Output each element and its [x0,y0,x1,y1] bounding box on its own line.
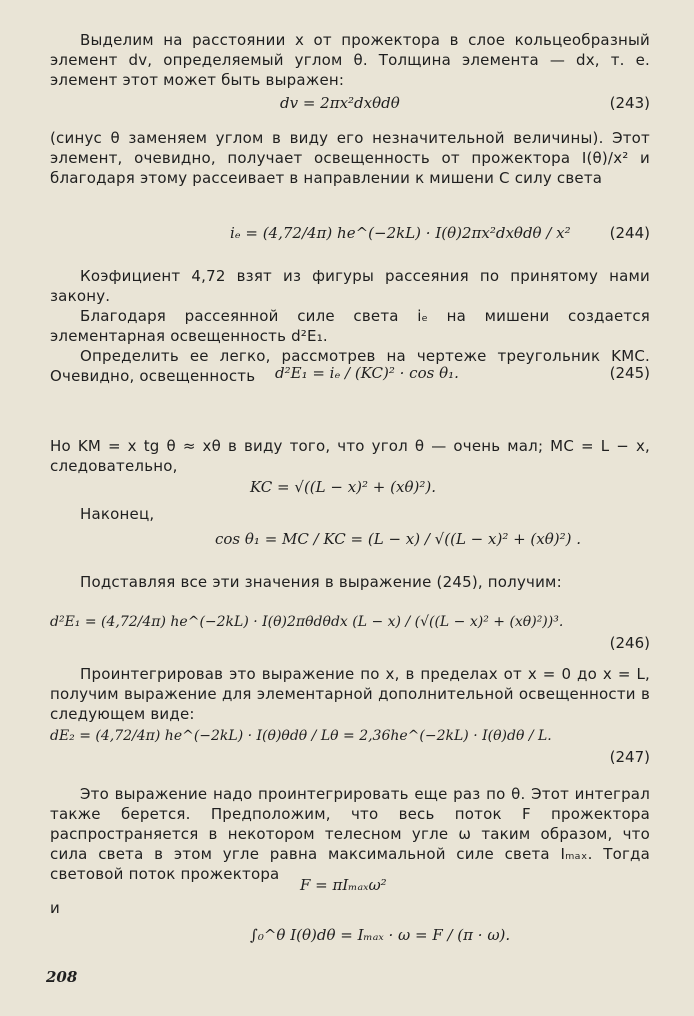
equation-243 [50,88,650,122]
equation-kc-formula: KC = √((L − x)² + (xθ)²). [250,478,436,496]
equation-cos [50,524,650,558]
paragraph-5: Определить ее легко, рассмотрев на чертеже треугольник KMC. Очевидно, освещенность [50,347,650,385]
equation-246 [50,608,650,652]
equation-247 [50,722,650,766]
equation-247-number: (247) [609,748,650,766]
paragraph-8: Подставляя все эти значения в выражение (245), получим: [80,573,562,591]
paragraph-9: Проинтегрировав это выражение по x, в пределах от x = 0 до x = L, получим выражение для элементарной дополнительной освещенности в следующем виде: [50,665,650,723]
equation-244 [50,218,650,252]
paragraph-6: Но KM = x tg θ ≈ xθ в виду того, что угол θ — очень мал; MC = L − x, следовательно, [50,437,650,475]
paragraph-2: (синус θ заменяем углом в виду его незначительной величины). Этот элемент, очевидно, получает освещенность от прожектора I(θ)/x² и благодаря этому рассеивает в направлении к мишени C силу света [50,129,650,187]
equation-integral [50,920,650,954]
equation-245-number: (245) [609,364,650,382]
equation-246-number: (246) [609,634,650,652]
paragraph-10: Это выражение надо проинтегрировать еще раз по θ. Этот интеграл также берется. Предположим, что весь поток F прожектора распространяется в некотором телесном угле ω таким образом, что сила света в этом угле равна максимальной силе света Iₘₐₓ. Тогда световой поток прожектора [50,785,650,883]
equation-245 [50,358,650,392]
equation-245-formula: d²E₁ = iₑ / (KC)² · cos θ₁. [275,364,459,382]
paragraph-4: Благодаря рассеянной силе света iₑ на мишени создается элементарная освещенность d²E₁. [50,307,650,345]
page-number: 208 [46,968,78,986]
equation-integral-formula: ∫₀^θ I(θ)dθ = Iₘₐₓ · ω = F / (π · ω). [250,926,511,944]
equation-cos-formula: cos θ₁ = MC / KC = (L − x) / √((L − x)² + (xθ)²) . [215,530,582,548]
equation-kc [50,472,650,506]
paragraph-1: Выделим на расстоянии x от прожектора в слое кольцеобразный элемент dv, определяемый углом θ. Толщина элемента — dx, т. е. элемент этот может быть выражен: [50,31,650,89]
equation-244-formula: iₑ = (4,72/4π) he^(−2kL) · I(θ)2πx²dxθdθ / x² [230,224,571,242]
equation-flux-formula: F = πIₘₐₓω² [300,876,387,894]
paragraph-7: Наконец, [80,505,155,523]
equation-246-formula: d²E₁ = (4,72/4π) he^(−2kL) · I(θ)2πθdθdx (L − x) / (√((L − x)² + (xθ)²))³. [50,614,564,630]
equation-247-formula: dE₂ = (4,72/4π) he^(−2kL) · I(θ)θdθ / Lθ = 2,36he^(−2kL) · I(θ)dθ / L. [50,728,552,744]
paragraph-3: Коэфициент 4,72 взят из фигуры рассеяния по принятому нами закону. [50,267,650,305]
equation-243-formula: dv = 2πx²dxθdθ [280,94,400,112]
equation-244-number: (244) [609,224,650,242]
equation-243-number: (243) [609,94,650,112]
paragraph-11: и [50,899,60,917]
